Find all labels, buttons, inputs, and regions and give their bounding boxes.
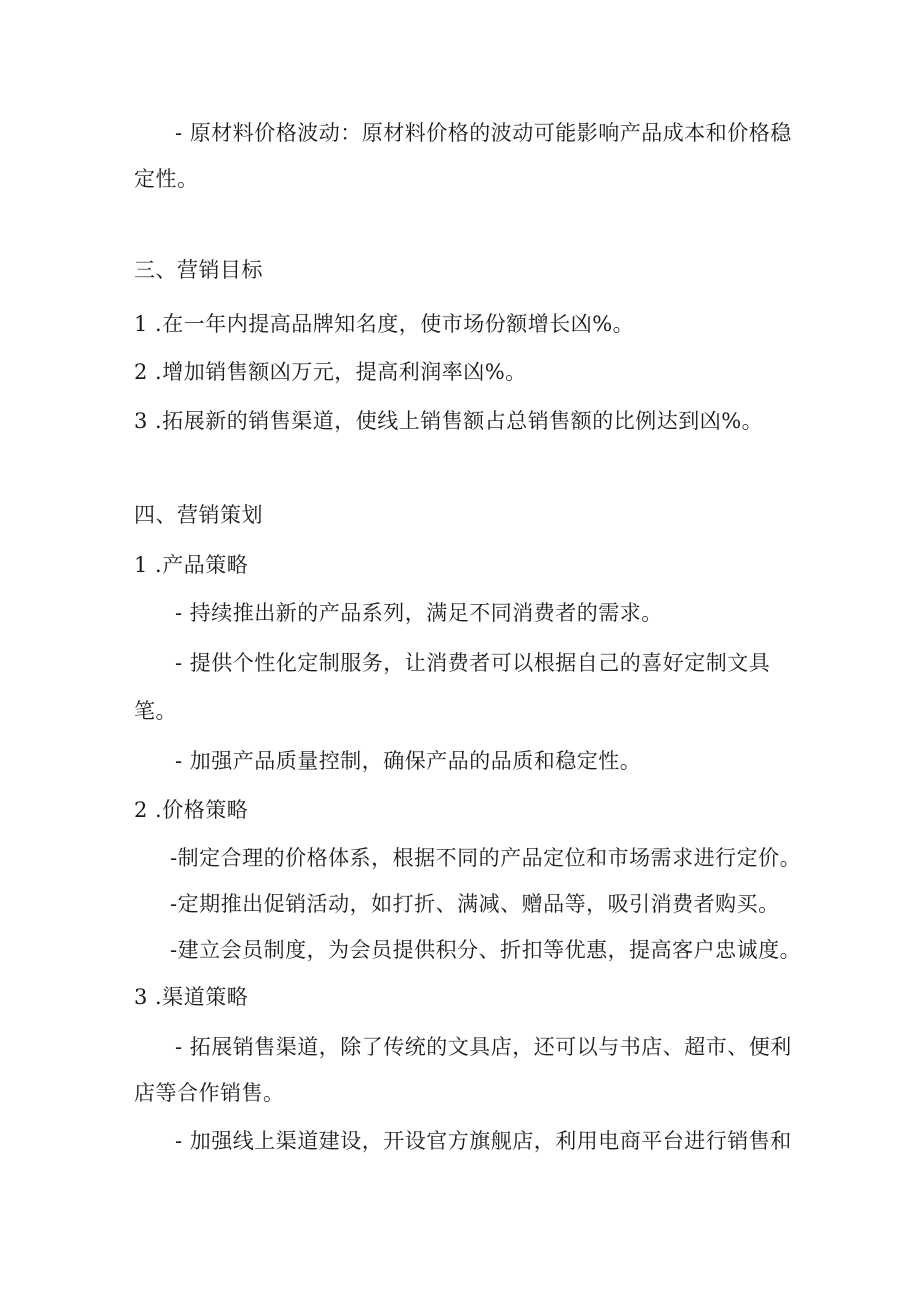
price-strategy-item-3: -建立会员制度，为会员提供积分、折扣等优惠，提高客户忠诚度。 — [170, 938, 802, 962]
strategy-heading-channel: 3 .渠道策略 — [134, 985, 249, 1009]
risk-raw-material-line1: - 原材料价格波动：原材料价格的波动可能影响产品成本和价格稳 — [175, 121, 792, 145]
section-heading-marketing-plan: 四、营销策划 — [134, 503, 263, 527]
product-strategy-item-2-line1: - 提供个性化定制服务，让消费者可以根据自己的喜好定制文具 — [175, 651, 771, 675]
section-heading-marketing-goals: 三、营销目标 — [134, 258, 263, 282]
price-strategy-item-2: -定期推出促销活动，如打折、满减、赠品等，吸引消费者购买。 — [170, 892, 780, 916]
goal-item-1: 1 .在一年内提高品牌知名度，使市场份额增长凶%。 — [134, 312, 635, 336]
goal-item-2: 2 .增加销售额凶万元，提高利润率凶%。 — [134, 360, 527, 384]
channel-strategy-item-1-line2: 店等合作销售。 — [134, 1081, 285, 1105]
product-strategy-item-1: - 持续推出新的产品系列，满足不同消费者的需求。 — [175, 601, 663, 625]
channel-strategy-item-1-line1: - 拓展销售渠道，除了传统的文具店，还可以与书店、超市、便利 — [175, 1035, 792, 1059]
product-strategy-item-3: - 加强产品质量控制，确保产品的品质和稳定性。 — [175, 749, 642, 773]
strategy-heading-product: 1 .产品策略 — [134, 553, 249, 577]
risk-raw-material-line2: 定性。 — [134, 167, 199, 191]
product-strategy-item-2-line2: 笔。 — [134, 699, 177, 723]
goal-item-3: 3 .拓展新的销售渠道，使线上销售额占总销售额的比例达到凶%。 — [134, 409, 764, 433]
price-strategy-item-1: -制定合理的价格体系，根据不同的产品定位和市场需求进行定价。 — [170, 846, 802, 870]
strategy-heading-price: 2 .价格策略 — [134, 798, 249, 822]
channel-strategy-item-2-line1: - 加强线上渠道建设，开设官方旗舰店，利用电商平台进行销售和 — [175, 1129, 792, 1153]
